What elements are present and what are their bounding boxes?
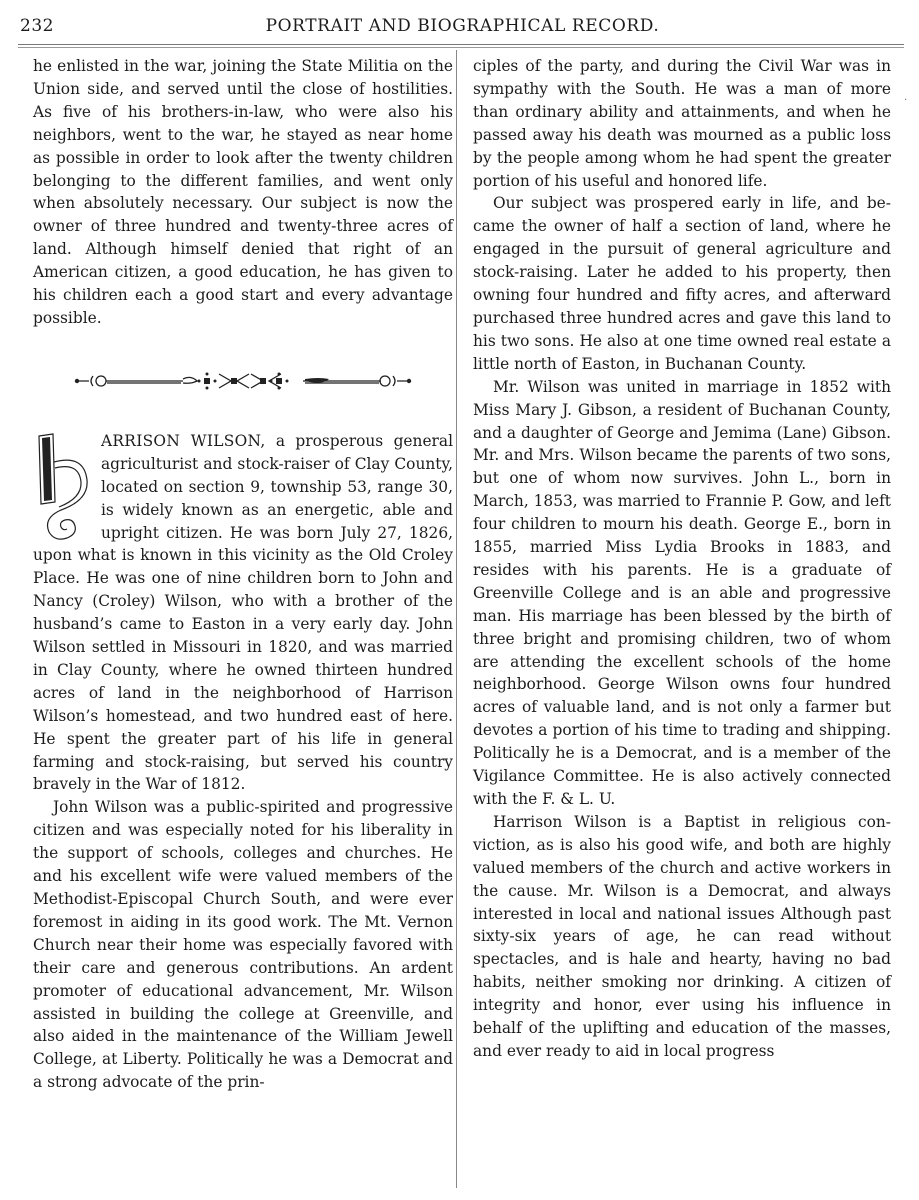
right-paragraph-1: ciples of the party, and during the Civil War was in sympathy with the South. He was a man of more than ordinary ability and attainments, and when he passed away his death was mourned as a public loss by the people among whom he had spent the greater portion of his useful and honored life. xyxy=(473,57,891,190)
column-divider xyxy=(456,50,457,1188)
page-number: 232 xyxy=(20,16,54,36)
left-paragraph-1: he enlisted in the war, joining the State Militia on the Union side, and served until the close of hostilities. As five of his brothers-in-law, who were also his neighbors, went to the war, he stayed as near home as possible in order to look after the twenty children belonging to the different families, and went only when absolutely necessary. Our subject is now the owner of three hundred and twenty-three acres of land. Although himself denied that right of an American citizen, a good education, he has given to his children each a good start and every advantage possible. xyxy=(33,57,453,327)
scan-artifact: ․ xyxy=(904,92,908,103)
running-title: PORTRAIT AND BIOGRAPHICAL RECORD. xyxy=(265,16,660,36)
biography-entry xyxy=(33,430,453,797)
right-paragraph-4: Harrison Wilson is a Baptist in religious conviction, as is also his good wife, and both are highly valued members of the church and active workers in the cause. Mr. Wilson is a Democrat, and always interested in local and national issues Although past sixty-six years of age, he can read without spectacles, and is hale and hearty, having no bad habits, neither smoking nor drinking. A citizen of integrity and honor, ever using his influence in behalf of the uplifting and education of the masses, and ever ready to aid in local progress xyxy=(473,812,891,1060)
left-paragraph-3: John Wilson was a public-spirited and progressive citizen and was especially noted for his liberality in the support of schools, colleges and churches. He and his excellent wife were valued members of the Methodist-Episcopal Church South, and were ever foremost in aiding in its good work. The Mt. Vernon Church near their home was especially favored with their care and generous contributions. An ardent promoter of educational advancement, Mr. Wilson assisted in building the college at Greenville, and also aided in the maintenance of the William Jewell College, at Liberty. Politically he was a Democrat and a strong advocate of the prin- xyxy=(33,798,453,1092)
biography-subject-name: ARRISON WILSON, xyxy=(101,431,266,450)
ornament-divider-icon xyxy=(73,370,413,392)
ornamental-initial-h-icon xyxy=(33,432,95,540)
left-paragraph-2: ARRISON WILSON, a prosperous general agriculturist and stock-raiser of Clay County, located on section 9, township 53, range 30, is widely known as an energetic, able and upright citizen. He was born July 27, 1826, upon what is known in this vicinity as the Old Croley Place. He was one of nine children born to John and Nancy (Croley) Wilson, who with a brother of the husband’s came to Easton in a very early day. John Wilson settled in Missouri in 1820, and was married in Clay County, where he owned thirteen hundred acres of land in the neighborhood of Harrison Wilson’s homestead, and two hundred east of here. He spent the greater part of his life in general farming and stock-raising, but served his country bravely in the War of 1812. xyxy=(33,431,454,794)
right-column xyxy=(473,55,891,1063)
right-paragraph-3: Mr. Wilson was united in marriage in 1852 with Miss Mary J. Gibson, a resident of Buchanan County, and a daughter of George and Jemima (Lane) Gibson. Mr. and Mrs. Wilson became the parents of two sons, but one of whom now survives. John L., born in March, 1853, was married to Frannie P. Gow, and left four children to mourn his death. George E., born in 1855, married Miss Lydia Brooks in 1883, and resides with his parents. He is a graduate of Greenville College and is an able and progressive man. His marriage has been blessed by the birth of three bright and promising children, two of whom are attending the excellent schools of the home neighborhood. George Wilson owns four hundred acres of valuable land, and is not only a farmer but devotes a portion of his time to trading and shipping. Politically he is a Democrat, and is a member of the Vigilance Committee. He is also actively connected with the F. & L. U. xyxy=(473,377,891,808)
left-column xyxy=(33,55,453,1094)
page-header xyxy=(20,16,905,40)
header-rule-secondary xyxy=(18,47,904,48)
header-rule xyxy=(18,44,904,45)
right-paragraph-2: Our subject was prospered early in life, and became the owner of half a section of land, where he engaged in the pursuit of general agriculture and stock-raising. Later he added to his property, then owning four hundred and fifty acres, and afterward purchased three hundred acres and gave this land to his two sons. He also at one time owned real estate a little north of Easton, in Buchanan County. xyxy=(473,194,891,373)
